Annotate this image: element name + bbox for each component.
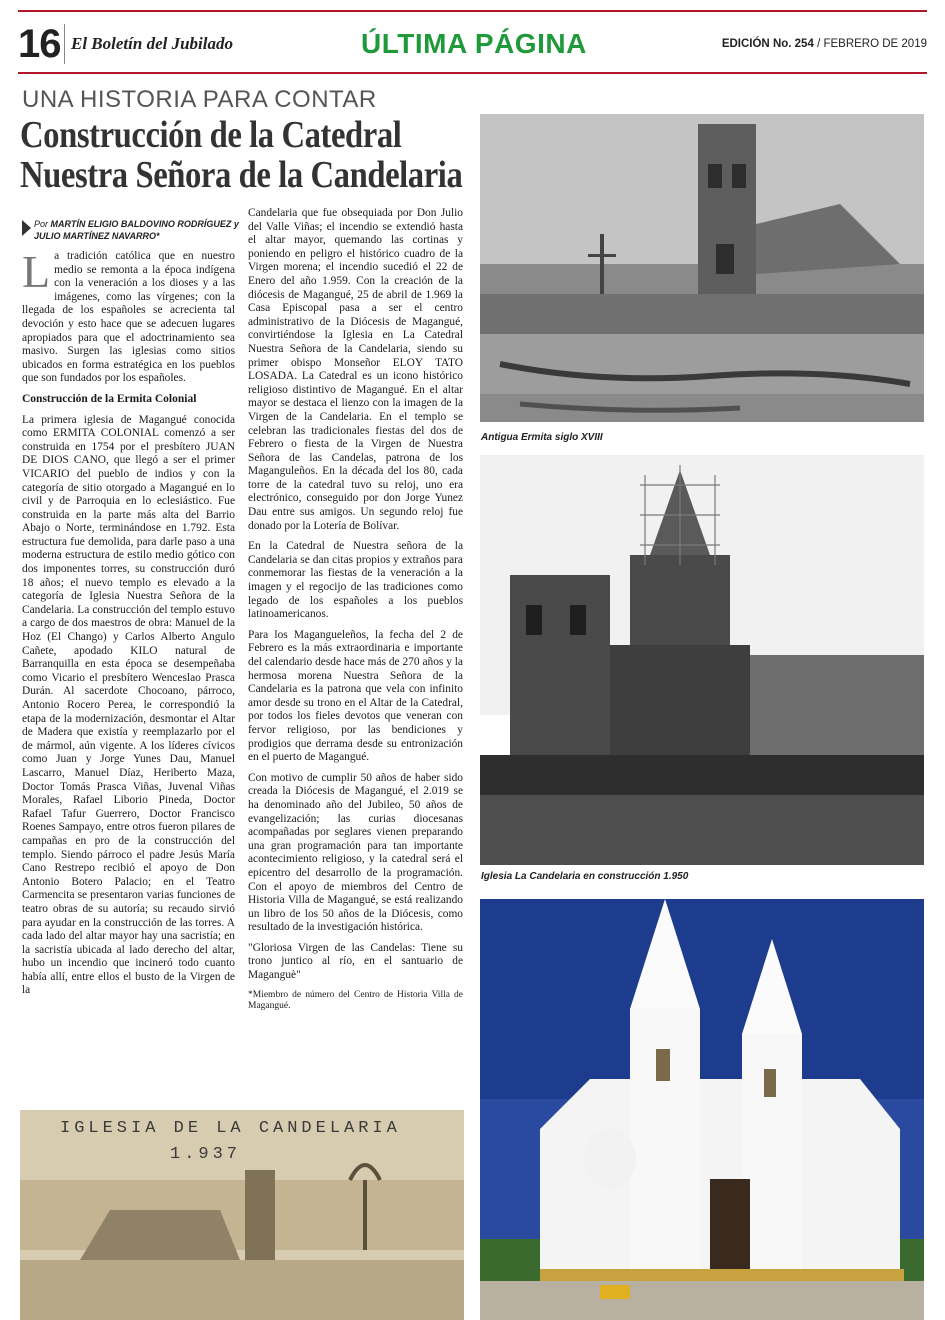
paragraph-incendio: Candelaria que fue obsequiada por Don Julio del Valle Viñas; el incendio se extendió hasta el altar mayor, quemando las cortinas y poniendo en peligro el histórico cuadro de la Virgen morena; el incendio sucedió el 22 de Enero del año 1.959. Con la creación de la diócesis de Magangué, 25 de abril de 1.969 la Casa Episcopal pasa a ser el centro administrativo de la Diócesis de Magangué, convirtiéndose la Iglesia en La Catedral Nuestra Señora de la Candelaria, siendo su primer obispo Monseñor ELOY TATO LOSADA. La Catedral es un icono histórico religioso distintivo de Magangué. En el altar mayor se destaca el lienzo con la imagen de la Virgen de la Candelaria. En el templo se celebran las tradicionales fiestas del dos de Febrero o fiesta de la Virgen de Nuestra Señora de las Candelas, patrona de los Maganguleños. En la década del los 80, cada torre de la catedral tuvo su reloj, uno era electrónico, conseguido por don Jorge Yunez Dau entre sus amigos. Un segundo reloj fue donado por la Lotería de Bolívar. bbox=[248, 207, 463, 532]
inscription-line-2: 1.937 bbox=[170, 1145, 242, 1164]
cathedral-image bbox=[480, 899, 924, 1320]
construction-image bbox=[480, 455, 924, 865]
drop-cap: L bbox=[22, 250, 51, 297]
ermita-image bbox=[480, 114, 924, 422]
paragraph-jubileo: Con motivo de cumplir 50 años de haber sido creada la Diócesis de Magangué, el 2.019 se ha denominado año del Jubileo, 50 años de evangelización; las curias diocesanas acompañadas por seglares vienen preparando una gran programación para tan importante acontecimiento religioso, y la catedral será el epicentro del desarrollo de la programación. Con el apoyo de miembros del Centro de Historia Villa de Magangué, se está realizando un libro de los 50 años de la Diócesis, como resultado de la investigación histórica. bbox=[248, 771, 463, 934]
paragraph-ermita: La primera iglesia de Magangué conocida como ERMITA COLONIAL comenzó a ser construida en 1754 por el presbítero JUAN DE DIOS CANO, que llegó a ser el primer VICARIO del pueblo de indios y con la categoría de sitio otorgado a Magangué en lo civil y de Parroquia en lo eclesiástico. Fue construida en la parte más alta del Barrio Abajo o Norte, terminándose en 1.792. Esta estructura fue demolida, para darle paso a una moderna estructura de estilo medio gótico con dos imponentes torres, su construcción duró 18 años; el nuevo templo es elevado a la categoría de Iglesia Nuestra Señora de la Candelaria. La construcción del templo estuvo a cargo de dos maestros de obra: Manuel de la Hoz (El Chango) y Carlos Alberto Angulo Cañete, apodado KILO natural de Barranquilla en esta época se desempeñaba como Vicario el presbítero Wenceslao Prasca Durán. Al sacerdote Chocoano, párroco, Antonio Rocero Perea, le correspondió la etapa de la modernización, desmontar el Altar de Madera que existía y reemplazarlo por el de mármol, aún vigente. A los líderes cívicos como Juan y Jorge Yunes Dau, Manuel Lascarro, Manuel Díaz, Heriberto Maza, Doctor Tomás Prasca Viñas, Juvenal Viñas Morales, Rafael Liborio Pineda, Doctor Rafael Tafur Guerrero, Doctor Francisco Roenes Sampayo, entre otros fueron pilares de campañas en pro de la construcción del templo. Siendo párroco el padre Jesús María Cano Restrepo recibió el apoyo de Don Antonio Botero Palacio; en el Teatro Carmencita se presentaron varias funciones de teatro obras de su autoría; su recaudo sirvió para ayudar en la construcción de las torres. A cada lado del altar mayor hay una sacristía; en la sacristía ubicada al lado derecho del altar, hubo un incendio que incineró todo cuanto había allí, entre ellos el busto de la Virgen de la bbox=[22, 413, 235, 997]
header-divider bbox=[64, 24, 65, 64]
paragraph-intro bbox=[22, 250, 235, 386]
inscription-line-1: IGLESIA DE LA CANDELARIA bbox=[60, 1119, 401, 1138]
article-headline bbox=[20, 114, 463, 196]
pull-quote: "Gloriosa Virgen de las Candelas: Tiene su trono juntico al río, en el santuario de Maganguè" bbox=[248, 941, 463, 982]
byline bbox=[22, 218, 249, 242]
paragraph-intro-text: a tradición católica que en nuestro medio se remonta a la época indígena con la veneración a los dioses y a las imágenes, como las vírgenes; con la llegada de los españoles se acrecienta tal devoción y esto hace que se adecuen lugares apropiados para que el adoctrinamiento sea masivo. Surgen las iglesias como sitios ubicados en forma estratégica en los pueblos que son fundados por los españoles. bbox=[22, 250, 235, 385]
byline-prefix: Por bbox=[34, 219, 49, 229]
edition-info bbox=[722, 38, 927, 50]
paragraph-citas: En la Catedral de Nuestra señora de la Candelaria se dan citas propios y extraños para conmemorar las fiestas de la veneración a la imagen y el regocijo de las tradiciones como legado de los españoles a los pueblos latinoamericanos. bbox=[248, 540, 463, 621]
section-title: ÚLTIMA PÁGINA bbox=[361, 28, 587, 59]
photo-antigua-ermita bbox=[480, 114, 924, 422]
old-church-image bbox=[20, 1110, 464, 1320]
photo-construccion-1950 bbox=[480, 455, 924, 865]
header-top-rule bbox=[18, 10, 927, 12]
photo-iglesia-1937 bbox=[20, 1110, 464, 1320]
article-column-1 bbox=[22, 250, 235, 1102]
header-bottom-rule bbox=[18, 72, 927, 74]
paragraph-fecha: Para los Magangueleños, la fecha del 2 de Febrero es la más extraordinaria e importante del calendario desde hace más de 270 años y la hermosa morena Nuestra Señora de la Candelaria es la patrona que vela con infinito amor desde su trono en el Altar de la Catedral, por todos los fieles devotos que veneran con fervor religioso, por las bendiciones y prodigios que derrama desde su entronización en el puerto de Magangué. bbox=[248, 628, 463, 764]
author-footnote: *Miembro de número del Centro de Historia Villa de Magangué. bbox=[248, 989, 463, 1012]
publication-name: El Boletín del Jubilado bbox=[71, 34, 233, 53]
edition-date: / FEBRERO DE 2019 bbox=[817, 38, 927, 50]
page-header bbox=[18, 18, 927, 70]
headline-line-2: Nuestra Señora de la Candelaria bbox=[20, 154, 463, 196]
photo-catedral-actual bbox=[480, 899, 924, 1320]
article-kicker: UNA HISTORIA PARA CONTAR bbox=[22, 86, 377, 113]
headline-line-1: Construcción de la Catedral bbox=[20, 114, 402, 156]
edition-number: No. 254 bbox=[772, 38, 814, 50]
page-number: 16 bbox=[18, 21, 61, 66]
article-column-2 bbox=[248, 207, 463, 1107]
caption-ermita: Antigua Ermita siglo XVIII bbox=[481, 432, 603, 443]
subheading: Construcción de la Ermita Colonial bbox=[22, 392, 197, 405]
caption-construccion: Iglesia La Candelaria en construcción 1.950 bbox=[481, 871, 689, 882]
edition-label: EDICIÓN bbox=[721, 38, 770, 50]
byline-authors: MARTÍN ELIGIO BALDOVINO RODRÍGUEZ y JULIO MARTÍNEZ NAVARRO* bbox=[34, 219, 239, 241]
byline-arrow-icon bbox=[22, 220, 31, 236]
